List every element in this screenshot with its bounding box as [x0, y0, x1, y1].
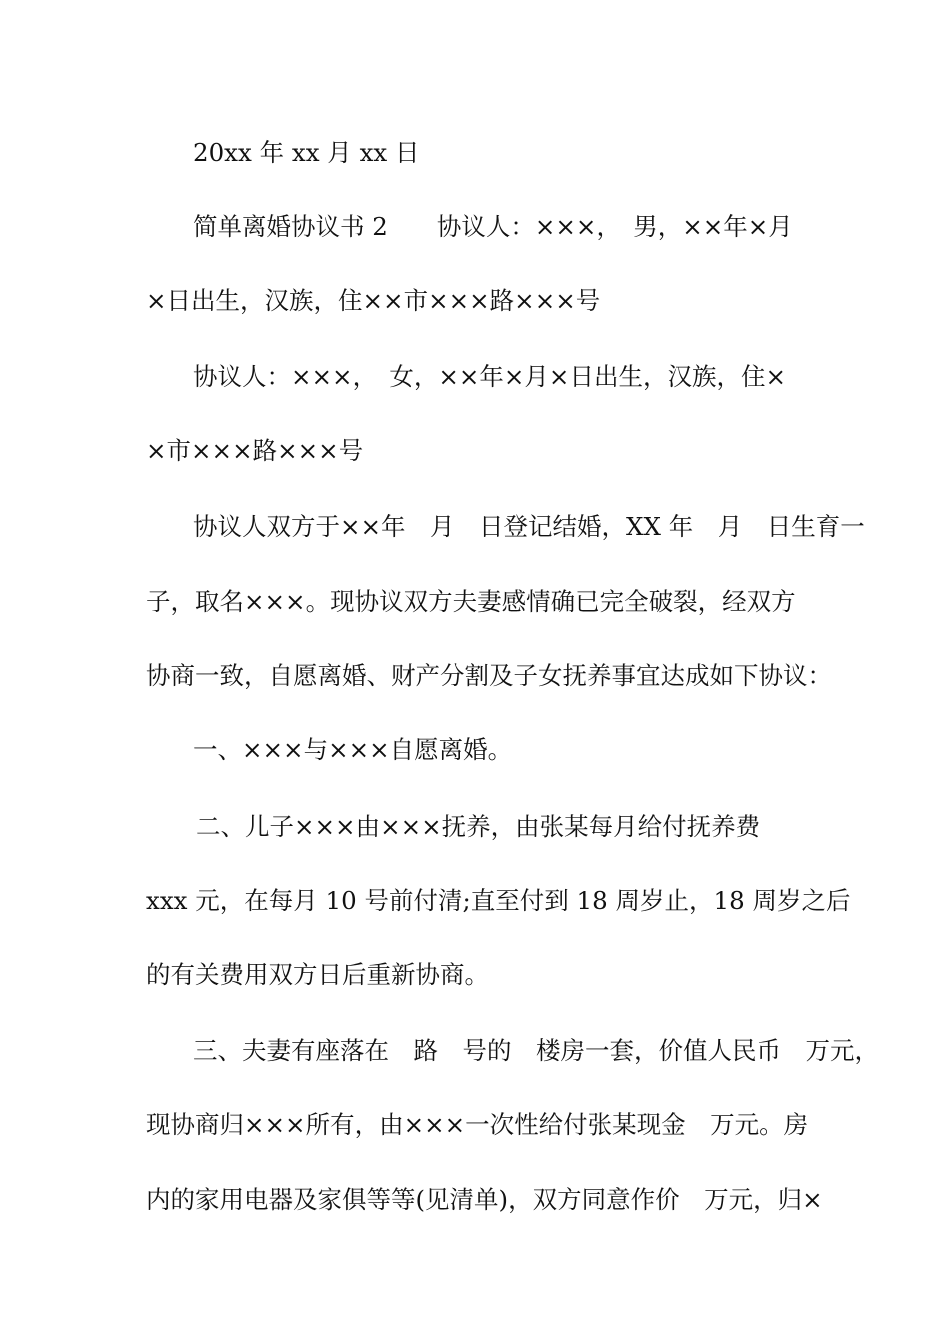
- paragraph-line: 现协商归×××所有，由×××一次性给付张某现金 万元。房: [146, 1110, 809, 1139]
- clause-two: 二、儿子×××由×××抚养，由张某每月给付抚养费: [196, 812, 761, 841]
- paragraph-line: ×日出生，汉族，住××市×××路×××号: [146, 286, 601, 315]
- paragraph-line: 协商一致，自愿离婚、财产分割及子女抚养事宜达成如下协议：: [146, 661, 832, 690]
- paragraph-line: 的有关费用双方日后重新协商。: [146, 960, 489, 989]
- paragraph-line: xxx 元，在每月 10 号前付清;直至付到 18 周岁止，18 周岁之后: [146, 886, 851, 915]
- clause-three: 三、夫妻有座落在 路 号的 楼房一套，价值人民币 万元，: [193, 1036, 879, 1065]
- clause-one: 一、×××与×××自愿离婚。: [193, 735, 513, 764]
- paragraph-line: 内的家用电器及家俱等等(见清单)，双方同意作价 万元，归×: [146, 1185, 823, 1214]
- paragraph-line: 协议人双方于××年 月 日登记结婚，XX 年 月 日生育一: [193, 512, 865, 541]
- paragraph-line: 简单离婚协议书 2 协议人：×××， 男，××年×月: [193, 212, 793, 241]
- date-line: 20xx 年 xx 月 xx 日: [193, 138, 420, 167]
- paragraph-line: 子，取名×××。现协议双方夫妻感情确已完全破裂，经双方: [146, 587, 796, 616]
- paragraph-line: ×市×××路×××号: [146, 436, 364, 465]
- paragraph-line: 协议人：×××， 女，××年×月×日出生，汉族，住×: [193, 362, 786, 391]
